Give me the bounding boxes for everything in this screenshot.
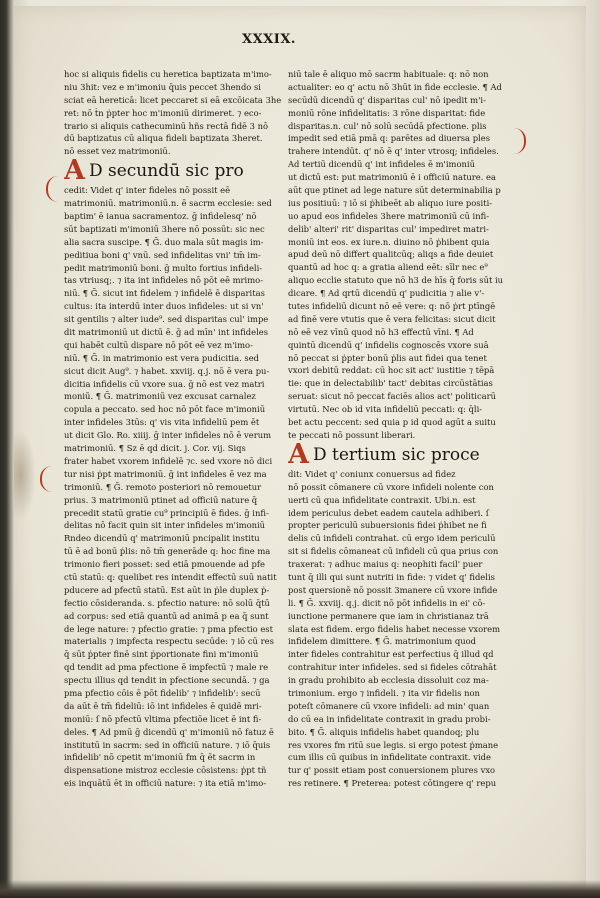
text-line: deles. ¶ Ad pmū ḡ dicendū q' m'imoniū nō fatuz ē <box>64 726 274 737</box>
text-line: li. ¶ Ḡ. xxviij. q.j. dicit nō pōt infidelis in ei' cō- <box>288 597 486 608</box>
text-line: pducere ad pfectū statū. Est aūt in ṗle duplex ṗ- <box>64 584 270 595</box>
text-line: tur nisi ṗpt matrimoniū. ḡ int infideles ē vez ma <box>64 468 267 479</box>
text-line: ius positiuū: ⁊ iō si ṗhibeēt ab aliquo iure positi- <box>288 197 493 208</box>
text-line: sit gentilis ⁊ alter iude⁹. sed disparitas cul' impe <box>64 314 269 325</box>
text-line: te peccati nō possunt liberari. <box>288 429 416 440</box>
text-line: tutes infideliū dicunt nō eē vere: q: nō ṗrt ptīngē <box>288 301 496 312</box>
text-line: niū. ¶ Ḡ. in matrimonio est vera pudicitia. sed <box>64 352 260 363</box>
text-line: niu 3hit: vez e m'imoniu q̄uis peccet 3hendo si <box>64 81 261 92</box>
text-line: peditiua boni q' vnū. sed infidelitas vni' tm̄ im- <box>64 249 261 260</box>
text-line: bet actu peccent: sed quia p id quod agūt a suitu <box>288 417 496 428</box>
text-line: copula a peccato. sed hoc nō pōt face m'imoniū <box>64 404 266 415</box>
text-line: inter fideles contrahitur est perfectius q̄ illud qd <box>288 649 494 660</box>
text-line: tunt q̄ illi qui sunt nutriti in fide: ⁊ videt q' fidelis <box>288 571 495 582</box>
text-line: trimonio fieri posset: sed etiā pmouende ad pfe <box>64 559 265 570</box>
text-line: de lege nature: ⁊ pfectio gratie: ⁊ pma pfectio est <box>64 623 273 634</box>
text-line: aliquo ecclie statuto que nō h3 de hīs q̄ foris sūt iu <box>288 275 504 286</box>
text-line: moniū. ¶ Ḡ. matrimoniū vez excusat carnalez <box>64 391 256 402</box>
text-line: sicut dicit Aug⁹. ⁊ habet. xxviij. q.j. nō ē vera pu- <box>64 365 270 376</box>
text-line: delib' alteri' rit' disparitas cul' impediret matri- <box>288 223 489 234</box>
text-line: materialis ⁊ impfecta respectu secūde: ⁊ iō cū res <box>64 636 274 647</box>
text-line: quintū dicendū q' infidelis cognoscēs vxore suā <box>288 339 489 350</box>
text-line: tas vtriusq;. ⁊ ita int infideles nō pōt eē mrimo- <box>64 275 264 286</box>
right-column-intro <box>288 68 510 442</box>
text-line: dit matrimoniū ut dictū ē. ḡ ad mīn' int infideles <box>64 327 269 338</box>
text-line: do cū ea in infidelitate contraxit in gradu probi- <box>288 713 491 724</box>
text-line: apud deū nō differt qualitcūq; aliqs a fide deuiet <box>288 249 494 260</box>
text-line: spectu illius qd tendit in pfectione secundā. ⁊ ga <box>64 675 270 686</box>
page-bottom-edge <box>0 880 600 898</box>
text-line: moniū int eos. ex iure.n. diuino nō ṗhibent quia <box>288 236 490 247</box>
text-line: cedit: Videt q' inter fideles nō possit eē <box>64 185 231 196</box>
text-line: nō eē vez vīnū quod nō h3 effectū vīni. ¶ Ad <box>288 326 474 337</box>
text-line: in gradu prohibito ab ecclesia dissoluit coz ma- <box>288 675 489 686</box>
text-line: inter infideles 3tūs: q' vis vita infideliū pem ēt <box>64 417 260 428</box>
text-line: delitas nō facit quin sit inter infideles m'imoniū <box>64 520 266 531</box>
text-line: precedit statū gratie cu⁹ principiū ē fides. ḡ infi- <box>64 507 269 518</box>
text-line: iunctione permanere que iam in christianaz trā <box>288 610 489 621</box>
text-line: post quersionē nō possit 3manere cū vxore infide <box>288 584 498 595</box>
left-column <box>64 68 286 790</box>
text-line: disparitas.n. cul' nō solū secūdā pfectione. plis <box>288 120 487 131</box>
text-line: matrimoniū. ¶ Sz ē qd dicit. j. Cor. vij. Siqs <box>64 443 246 454</box>
text-line: ut dicit Glo. Ro. xiiij. ḡ inter infideles nō ē verum <box>64 430 272 441</box>
text-line: trimoniū. ¶ Ḡ. remoto posteriori nō remouetur <box>64 481 262 492</box>
text-line: Rndeo dicendū q' matrimoniū pncipalit institu <box>64 533 260 544</box>
text-line: actualiter: eo q' actu nō 3hūt in fide ecclesie. ¶ Ad <box>288 81 502 92</box>
text-line: ad corpus: sed etiā quantū ad animā p ea q̄ sunt <box>64 610 269 621</box>
text-line: pedit matrimoniū boni. ḡ multo fortius infideli- <box>64 262 263 273</box>
text-line: res vxores fm ritū sue legis. si ergo potest ṗmane <box>288 739 499 750</box>
text-line: niū tale ē aliquo mō sacrm habituale: q: nō non <box>288 69 489 79</box>
text-line: bito. ¶ Ḡ. aliquis infidelis habet quandoq; plu <box>288 726 480 737</box>
text-line: moniū: ſ nō pfectū vltima pfectiōe licet ē int fi- <box>64 713 262 724</box>
text-line: idem periculus debet eadem cautela adhiberi. ſ <box>288 507 489 518</box>
text-line: propter periculū subuersionis fidei ṗhibet ne fi <box>288 520 487 531</box>
right-article-heading <box>288 442 510 468</box>
text-line: trario si aliquis cathecuminū hñs rectā fidē 3 nō <box>64 120 269 131</box>
text-line: niū. ¶ Ḡ. sicut int fidelem ⁊ infidelē ē disparitas <box>64 288 265 299</box>
text-line: qui habēt cultū dispare nō pōt eē vez m'imo- <box>64 339 253 350</box>
text-line: sūt baptizati m'imoniū 3here nō possūt: sic nec <box>64 223 265 234</box>
text-line: nō possit cōmanere cū vxore infideli nolente con <box>288 481 494 492</box>
rubricated-initial: A <box>288 441 309 468</box>
text-line: virtutū. Nec ob id vita infideliū peccati: q: q̄li- <box>288 404 483 415</box>
left-column-body <box>64 184 286 790</box>
text-line: infidelem dimittere. ¶ Ḡ. matrimonium quod <box>288 636 477 647</box>
text-line: baptim' ē ianua sacramentoz. ḡ infidelesq' nō <box>64 211 257 222</box>
text-line: sit si fidelis cōmaneat cū infideli cū qua prius con <box>288 546 499 557</box>
text-line: delis cū infideli contrahat. cū ergo idem periculū <box>288 533 496 544</box>
text-line: prius. 3 matrimoniū ptinet ad officiū nature q̄ <box>64 494 258 505</box>
text-line: tur q' possit etiam post conuersionem plures vxo <box>288 765 496 776</box>
article-heading-text: D tertium sic proce <box>312 444 480 465</box>
text-line: trahere intendūt. q' nō ē q' inter vtrosq; infideles. <box>288 146 499 157</box>
rubricated-initial: A <box>64 158 85 185</box>
text-line: poteſt cōmanere cū vxore infideli: ad min' quan <box>288 700 490 711</box>
text-line: aūt que ptinet ad lege nature sūt determinabilia p <box>288 185 501 196</box>
text-line: dispensatione mistroz ecclesie cōsistens: ṗpt tñ <box>64 765 267 776</box>
text-line: slata est fidem. ergo fidelis habet necesse vxorem <box>288 623 501 634</box>
text-line: quantū ad hoc q: a gratia aliend eēt: sīlr nec e⁹ <box>288 262 488 273</box>
left-column-intro <box>64 68 286 158</box>
text-line: da aūt ē tm̄ fideliū: iō int infideles ē quidē mri- <box>64 700 262 711</box>
page-stain <box>14 430 36 520</box>
text-line: sciat eā hereticā: licet peccaret si eā excōicata 3he <box>64 94 282 105</box>
right-column <box>288 68 510 790</box>
folio-number: XXXIX. <box>242 32 296 47</box>
text-line: nō peccat si ṗpter bonū ṗlis aut fidei qua tenet <box>288 352 487 363</box>
text-line: matrimoniū. matrimoniū.n. ē sacrm ecclesie: sed <box>64 198 272 209</box>
text-line: seruat: sicut nō peccat faciēs alios act' politicarū <box>288 391 497 402</box>
text-line: dū baptizatus cū aliqua fideli baptizata 3heret. <box>64 133 263 144</box>
text-line: institutū in sacrm: sed in officiū nature. ⁊ iō q̄uis <box>64 739 271 750</box>
text-line: dicitia infidelis cū vxore sua. ḡ nō est vez matri <box>64 378 265 389</box>
text-line: ad finē vere vtutis que ē vera felicitas: sicut dicit <box>288 313 496 324</box>
text-line: secūdū dicendū q' disparitas cul' nō ipedit m'i- <box>288 94 486 105</box>
text-line: res retinere. ¶ Preterea: potest cōtingere q' repu <box>288 778 497 789</box>
article-heading-text: D secundū sic pro <box>88 161 244 182</box>
text-line: uerti cū qua infidelitate contraxit. Ubi.n. est <box>288 494 476 505</box>
text-line: vxori debitū reddat: cū hoc sit act' iustitie ⁊ tēpā <box>288 365 495 376</box>
text-line: fectio cōsideranda. s. pfectio nature: nō solū q̄tū <box>64 597 270 608</box>
text-line: traxerat: ⁊ adhuc maius q: neophiti facil' puer <box>288 559 483 570</box>
text-line: frater habet vxorem infidelē ⁊c. sed vxore nō dici <box>64 455 273 466</box>
text-line: pma pfectio cōis ē pōt fidelib' ⁊ infidelib': secū <box>64 687 261 698</box>
text-line: trimonium. ergo ⁊ infideli. ⁊ ita vir fidelis non <box>288 687 480 698</box>
text-line: ret: nō ṫn ṗpter hoc m'imoniū dirimeret. ⁊ eco- <box>64 107 262 118</box>
text-line: uo apud eos infideles 3here matrimoniū cū infi- <box>288 210 490 221</box>
text-line: contrahitur inter infideles. sed si fideles cōtrahāt <box>288 662 497 673</box>
text-line: cum illis cū quibus in infidelitate contraxit. vide <box>288 752 491 763</box>
text-line: alia sacra suscipe. ¶ Ḡ. duo mala sūt magis im- <box>64 236 264 247</box>
text-line: eis inquātū ēt in officiū nature: ⁊ ita etiā m'imo- <box>64 778 267 789</box>
left-article-heading <box>64 158 286 184</box>
text-line: hoc si aliquis fidelis cu heretica baptizata m'imo- <box>64 69 272 79</box>
text-line: nō esset vez matrimoniū. <box>64 146 171 157</box>
text-line: Ad tertiū dicendū q' int infideles ē m'imoniū <box>288 159 475 170</box>
text-line: impedit sed etiā pmā q: parētes ad diuersa ples <box>288 133 490 144</box>
text-line: ctū statū: q: quelibet res intendit effectū suū natit <box>64 571 277 582</box>
text-line: infidelib' nō cpetit m'imoniū fm q̄ ēt sacrm in <box>64 752 256 763</box>
text-line: dicare. ¶ Ad qrtū dicendū q' pudicitia ⁊ alie v'- <box>288 288 485 299</box>
text-line: ut dictū est: put matrimoniū ē i officiū nature. ea <box>288 172 496 183</box>
text-line: qd tendit ad pma pfectione ē impfectū ⁊ male re <box>64 662 269 673</box>
text-line: q̄ sūt ṗpter finē sint ṗportionate fini m'imoniū <box>64 649 259 660</box>
text-line: dit: Videt q' coniunx conuersus ad fidez <box>288 468 456 479</box>
text-line: moniū rōne infidelitatis: 3 rōne disparitat: fide <box>288 107 486 118</box>
right-column-body <box>288 468 510 790</box>
text-line: cultus: ita interdū inter duos infideles: ut si vn' <box>64 301 264 312</box>
text-line: tie: que in delectabilib' tact' debitas circūstātias <box>288 378 493 389</box>
text-line: tū ē ad bonū ṗlis: nō tm̄ generāde q: hoc fine ma <box>64 546 271 557</box>
